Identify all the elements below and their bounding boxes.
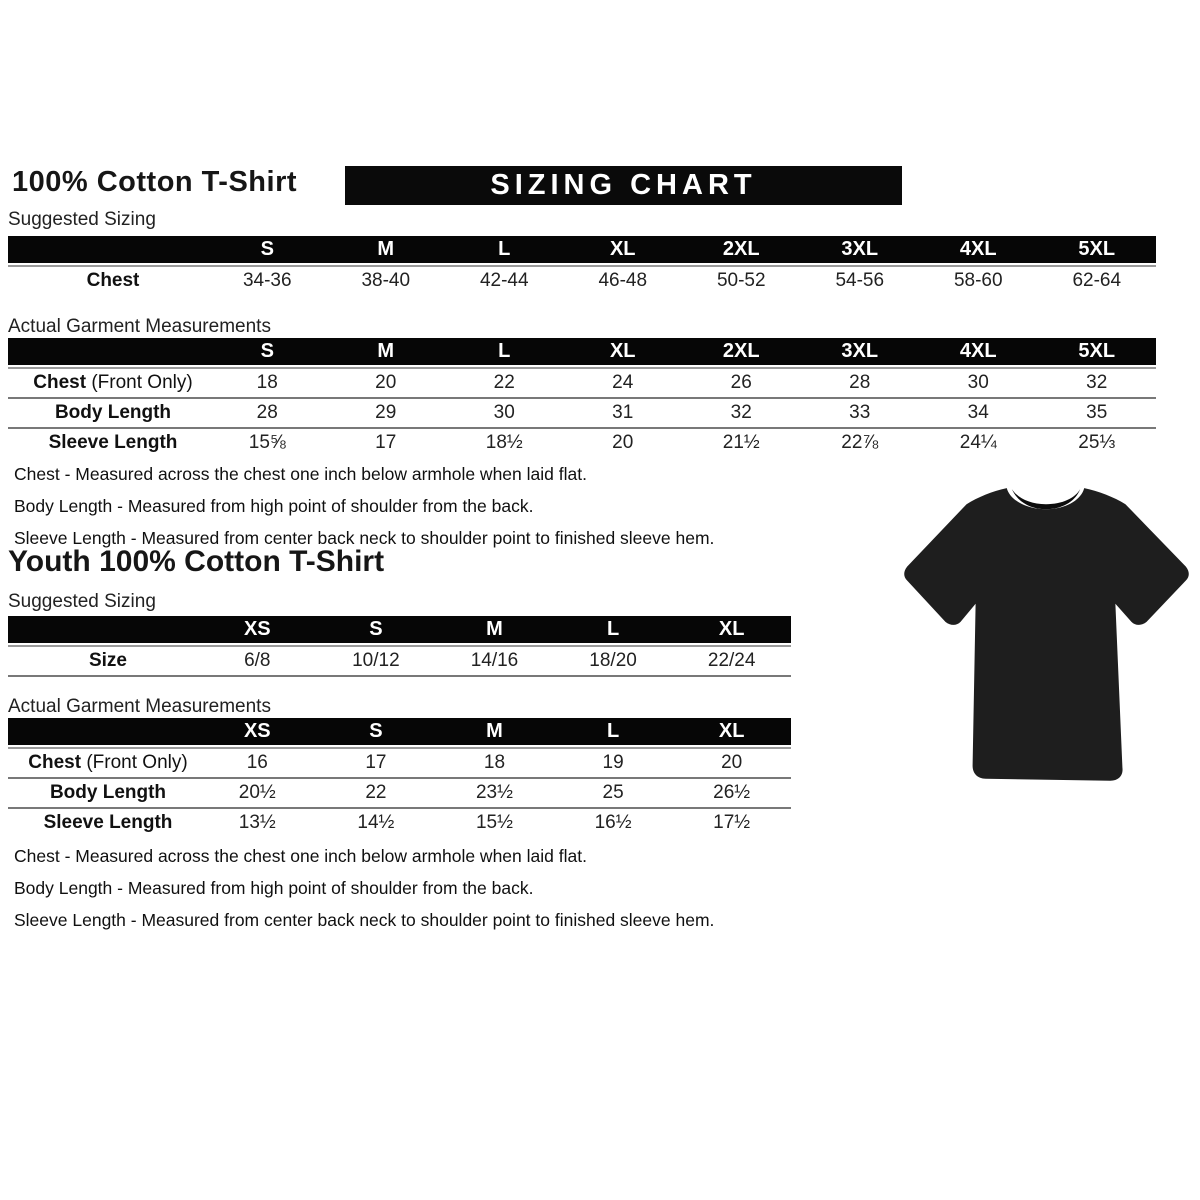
header-cell: S — [369, 618, 383, 640]
value-cell: 32 — [1086, 372, 1108, 393]
header-cell: XL — [609, 238, 636, 260]
row-label-cell — [8, 270, 208, 292]
header-cell: 2XL — [722, 340, 760, 362]
value-cell: 32 — [730, 402, 752, 423]
header-cell: M — [377, 340, 395, 362]
adult-measurement-notes — [14, 458, 714, 554]
value-cell: 31 — [612, 402, 634, 423]
value-cell: 22/24 — [707, 650, 756, 671]
adult-actual-table — [8, 338, 1156, 457]
value-cell: 20 — [612, 432, 634, 453]
row-label-suffix: (Front Only) — [81, 752, 188, 773]
value-cell: 24 — [612, 372, 634, 393]
row-label: Body Length — [49, 782, 167, 803]
header-cell: 2XL — [722, 238, 760, 260]
header-cell: S — [260, 238, 274, 260]
value-cell: 14/16 — [470, 650, 519, 671]
table-row — [8, 749, 791, 777]
value-cell: 62-64 — [1072, 270, 1122, 291]
row-label-cell — [8, 372, 208, 394]
header-cell: 3XL — [841, 340, 879, 362]
row-label: Size — [88, 650, 128, 671]
row-label: Chest — [86, 270, 140, 291]
value-cell: 30 — [493, 402, 515, 423]
value-cell: 28 — [849, 372, 871, 393]
row-label-cell — [8, 432, 208, 454]
row-label: Sleeve Length — [43, 812, 173, 833]
adult-suggested-label: Suggested Sizing — [8, 209, 156, 230]
table-row — [8, 429, 1156, 457]
tshirt-image — [893, 468, 1200, 830]
header-cell: M — [486, 720, 503, 742]
value-cell: 17 — [365, 752, 387, 773]
value-cell: 30 — [967, 372, 989, 393]
value-cell: 15½ — [475, 812, 513, 833]
value-cell: 14½ — [357, 812, 395, 833]
header-cell: 5XL — [1078, 340, 1116, 362]
row-label: Chest — [33, 372, 87, 393]
value-cell: 17½ — [713, 812, 751, 833]
adult-actual-label: Actual Garment Measurements — [8, 316, 271, 337]
value-cell: 50-52 — [716, 270, 766, 291]
value-cell: 25⅓ — [1078, 432, 1116, 453]
value-cell: 24¼ — [959, 432, 997, 453]
header-cell: XS — [243, 720, 271, 742]
value-cell: 28 — [256, 402, 278, 423]
value-cell: 18 — [256, 372, 278, 393]
adult-suggested-table — [8, 236, 1156, 295]
value-cell: 26½ — [713, 782, 751, 803]
value-cell: 20 — [375, 372, 397, 393]
value-cell: 38-40 — [361, 270, 411, 291]
header-cell: 4XL — [959, 340, 997, 362]
youth-suggested-label: Suggested Sizing — [8, 591, 156, 612]
tshirt-graphic — [893, 468, 1200, 830]
row-label-cell — [8, 812, 198, 834]
row-label: Body Length — [54, 402, 172, 423]
value-cell: 22 — [365, 782, 387, 803]
header-cell: M — [377, 238, 395, 260]
table-row — [8, 369, 1156, 397]
value-cell: 54-56 — [835, 270, 885, 291]
value-cell: 22⅞ — [841, 432, 879, 453]
youth-title: Youth 100% Cotton T-Shirt — [8, 545, 385, 578]
value-cell: 23½ — [475, 782, 513, 803]
note-line: Chest - Measured across the chest one inch below armhole when laid flat. — [14, 464, 587, 484]
table-header-row — [8, 236, 1156, 263]
value-cell: 6/8 — [244, 650, 271, 671]
value-cell: 21½ — [722, 432, 760, 453]
value-cell: 18/20 — [589, 650, 637, 671]
youth-measurement-notes — [14, 840, 714, 936]
value-cell: 10/12 — [352, 650, 400, 671]
table-row — [8, 399, 1156, 427]
value-cell: 33 — [849, 402, 871, 423]
value-cell: 19 — [602, 752, 624, 773]
row-label: Sleeve Length — [48, 432, 178, 453]
row-rule — [8, 675, 791, 677]
youth-suggested-table — [8, 616, 791, 677]
row-label: Chest — [28, 752, 82, 773]
value-cell: 22 — [493, 372, 515, 393]
value-cell: 46-48 — [598, 270, 648, 291]
value-cell: 15⅝ — [248, 432, 286, 453]
table-row — [8, 779, 791, 807]
row-label-suffix: (Front Only) — [86, 372, 193, 393]
note-line: Body Length - Measured from high point of shoulder from the back. — [14, 496, 534, 516]
header-cell: L — [606, 618, 620, 640]
note-line: Sleeve Length - Measured from center back neck to shoulder point to finished sleeve hem. — [14, 528, 715, 548]
table-header-row — [8, 718, 791, 745]
value-cell: 35 — [1086, 402, 1108, 423]
note-line: Body Length - Measured from high point of shoulder from the back. — [14, 878, 534, 898]
table-header-row — [8, 338, 1156, 365]
value-cell: 42-44 — [479, 270, 529, 291]
adult-title: 100% Cotton T-Shirt — [12, 166, 298, 198]
value-cell: 18½ — [485, 432, 523, 453]
value-cell: 16 — [246, 752, 268, 773]
note-line: Sleeve Length - Measured from center back neck to shoulder point to finished sleeve hem. — [14, 910, 715, 930]
youth-actual-label: Actual Garment Measurements — [8, 696, 271, 717]
value-cell: 58-60 — [953, 270, 1003, 291]
table-row — [8, 809, 791, 837]
value-cell: 25 — [602, 782, 624, 803]
table-header-row — [8, 616, 791, 643]
row-label-cell — [8, 752, 198, 774]
row-label-cell — [8, 402, 208, 424]
value-cell: 16½ — [594, 812, 632, 833]
value-cell: 34-36 — [242, 270, 292, 291]
header-cell: S — [369, 720, 383, 742]
header-cell: M — [486, 618, 503, 640]
header-cell: 3XL — [841, 238, 879, 260]
header-cell: XS — [243, 618, 271, 640]
note-line: Chest - Measured across the chest one inch below armhole when laid flat. — [14, 846, 587, 866]
header-cell: XL — [718, 720, 745, 742]
header-cell: 4XL — [959, 238, 997, 260]
row-label-cell — [8, 650, 198, 672]
sizing-chart-banner-text: SIZING CHART — [490, 169, 757, 201]
header-cell: L — [498, 238, 511, 260]
value-cell: 20 — [721, 752, 743, 773]
header-cell: L — [498, 340, 511, 362]
value-cell: 34 — [967, 402, 989, 423]
header-cell: XL — [609, 340, 636, 362]
header-cell: 5XL — [1078, 238, 1116, 260]
value-cell: 26 — [730, 372, 752, 393]
table-row — [8, 647, 791, 675]
value-cell: 13½ — [238, 812, 276, 833]
value-cell: 18 — [483, 752, 506, 773]
youth-actual-table — [8, 718, 791, 837]
header-cell: XL — [718, 618, 745, 640]
sizing-chart-banner — [345, 166, 902, 205]
value-cell: 29 — [375, 402, 397, 423]
header-cell: S — [260, 340, 274, 362]
table-row — [8, 267, 1156, 295]
header-cell: L — [606, 720, 620, 742]
value-cell: 17 — [375, 432, 397, 453]
row-label-cell — [8, 782, 198, 804]
value-cell: 20½ — [238, 782, 276, 803]
